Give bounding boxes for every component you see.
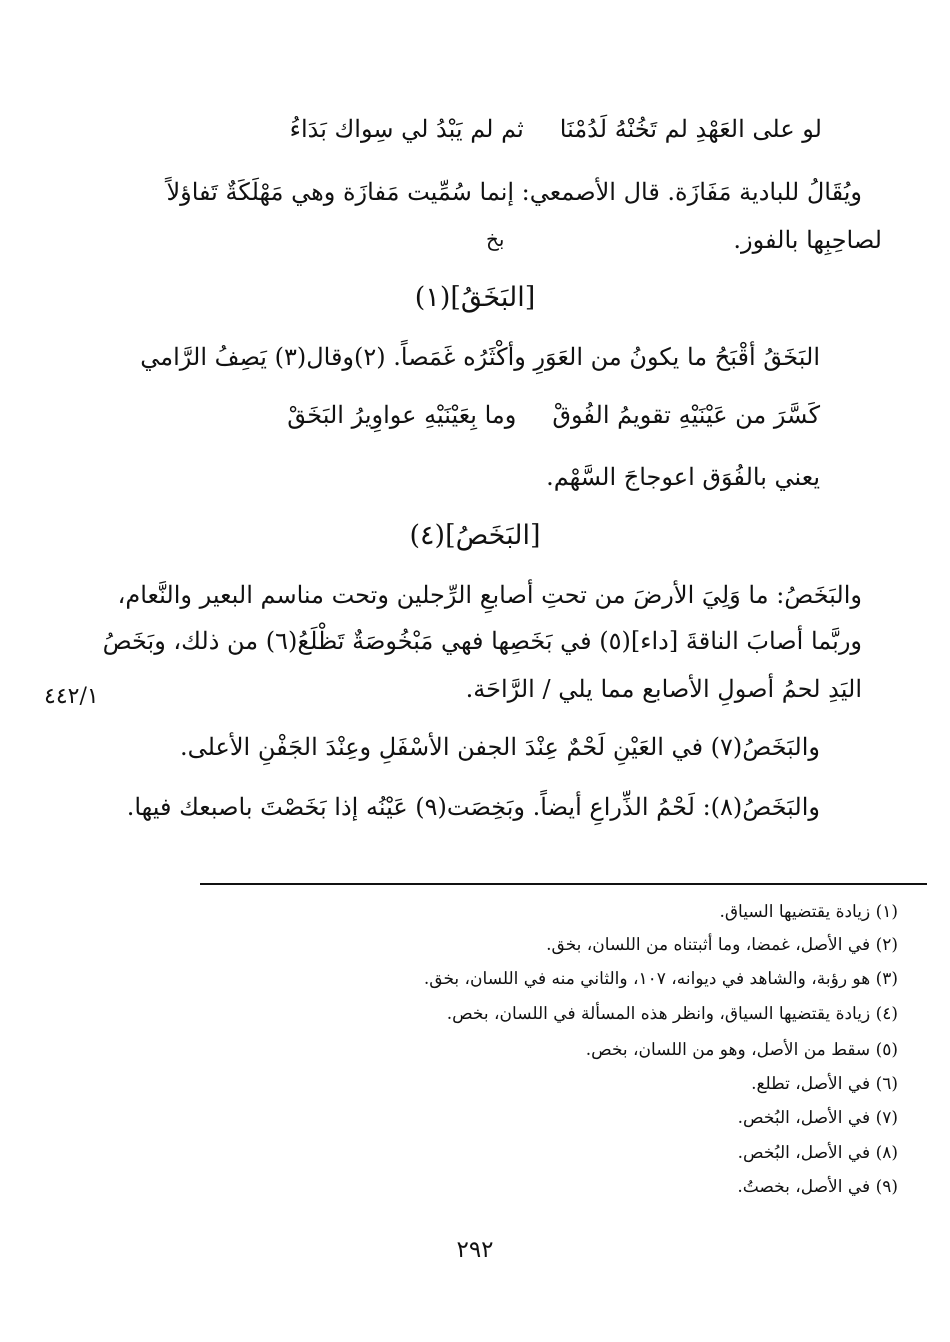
footnote-4: (٤) زيادة يقتضيها السياق، وانظر هذه المسألة في اللسان، بخص. [446,1004,898,1024]
verse-2-hemistich-1: كَسَّرَ من عَيْنَيْهِ تقويمُ الفُوقْ [552,401,820,429]
section-mark: بخ [486,227,505,251]
margin-page-reference: ٤٤٢/١ [44,684,99,709]
footnote-8: (٨) في الأصل، البُخص. [737,1143,898,1163]
verse-1-hemistich-2: ثم لم يَبْدُ لي سِواك بَدَاءُ [289,115,524,143]
footnote-3: (٣) هو رؤبة، والشاهد في ديوانه، ١٠٧، والثاني منه في اللسان، بخق. [423,969,898,989]
paragraph-5: والبَخَصُ(٧) في العَيْنِ لَحْمٌ عِنْدَ الجفن الأسْفَلِ وعِنْدَ الجَفْنِ الأعلى. [179,733,820,761]
heading-bakhaq: [البَخَقُ](١) [414,282,536,313]
footnote-9: (٩) في الأصل، بخصتُ. [737,1177,898,1197]
verse-2-hemistich-2: وما بِعَيْنَيْهِ عواوِيرُ البَخَقْ [287,401,517,429]
paragraph-4-line-1: والبَخَصُ: ما وَلِيَ الأرضَ من تحتِ أصابعِ الرِّجلين وتحت مناسم البعير والنَّعام، [117,581,862,609]
footnote-1: (١) زيادة يقتضيها السياق. [719,902,898,922]
footnote-rule [200,883,927,885]
heading-bakhas: [البَخَصُ](٤) [409,520,541,551]
footnote-2: (٢) في الأصل، غمضا، وما أثبتناه من اللسان، بخق. [546,935,898,955]
paragraph-4-line-3: اليَدِ لحمُ أصولِ الأصابع مما يلي / الرَّاحَة. [465,675,862,703]
paragraph-1-line-1: ويُقَالُ للبادية مَفَازَة. قال الأصمعي: إنما سُمِّيت مَفازَة وهي مَهْلَكَةٌ تَفاؤلاً [166,178,862,206]
verse-1 [290,114,822,144]
footnote-6: (٦) في الأصل، تطلع. [751,1074,898,1094]
paragraph-4-line-2: وربَّما أصابَ الناقةَ [داء](٥) في بَخَصِها فهي مَبْخُوصَةٌ تَظْلَعُ(٦) من ذلك، وبَخَصُ [102,627,862,655]
page-number: ٢٩٢ [456,1237,494,1263]
verse-2 [287,400,820,430]
paragraph-1-line-2: لصاحِبِها بالفوز. [733,226,882,254]
verse-1-hemistich-1: لو على العَهْدِ لم تَخُنْهُ لَدُمْنَا [559,115,822,143]
paragraph-2: البَخَقُ أقْبَحُ ما يكونُ من العَوَرِ وأكْثَرُه غَمَصاً. (٢)وقال(٣) يَصِفُ الرَّامي [140,343,820,371]
footnote-7: (٧) في الأصل، البُخص. [737,1108,898,1128]
paragraph-3: يعني بالفُوَق اعوجاجَ السَّهْم. [546,463,820,491]
footnote-5: (٥) سقط من الأصل، وهو من اللسان، بخص. [585,1040,898,1060]
paragraph-6: والبَخَصُ(٨): لَحْمُ الذِّراعِ أيضاً. وبَخِصَت(٩) عَيْنُه إذا بَخَصْتَ باصبعك فيها. [126,793,820,821]
